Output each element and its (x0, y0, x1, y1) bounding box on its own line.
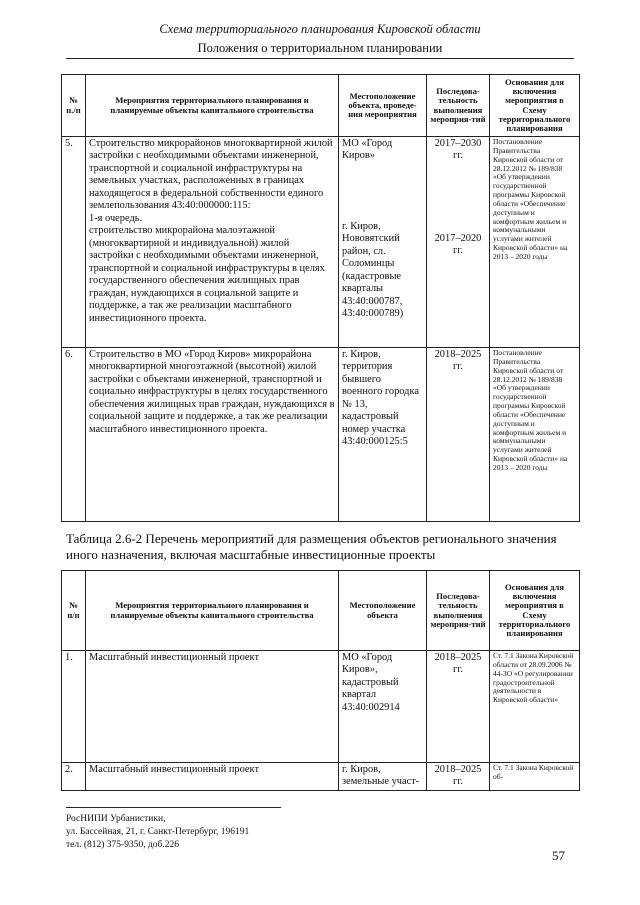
header-sequence: Последова-тельность выполнения мероприя-тий (427, 571, 490, 651)
footer-address: ул. Бассейная, 21, г. Санкт-Петербург, 196191 (66, 826, 250, 837)
row-basis: Ст. 7.1 Закона Кировской об- (490, 763, 580, 791)
document-header-subtitle: Положения о территориальном планировании (197, 41, 443, 55)
row-measure: Строительство в МО «Город Киров» микрорайона многоквартирной многоэтажной (высотной) жилой застройки с объектами инженерной, транспортной и социально инфраструктуры в целях государственного обеспечения жилищных прав граждан, нуждающихся в социальной защите и поддержке, а так же реализации масштабного инвестиционного проекта. (86, 348, 339, 522)
measure-text: строительство микрорайона малоэтажной (многоквартирной и индивидуальной) жилой застройки с необходимыми объектами инженерной, транспортной и социальной инфраструктуры в целях государственного обеспечения жилищных прав граждан, нуждающихся в социальной защите и поддержке, а так же реализации масштабного инвестиционного проекта. (89, 225, 325, 324)
row-location: МО «Город Киров», кадастровый квартал 43:40:002914 (339, 651, 427, 763)
table-header-row (62, 571, 580, 651)
page-number: 57 (552, 848, 565, 863)
table-caption: Таблица 2.6-2 Перечень мероприятий для размещения объектов регионального значения иного назначения, включая масштабные инвестиционные проекты (66, 531, 557, 563)
header-divider (66, 58, 574, 59)
footer-org: РосНИПИ Урбанистики, (66, 814, 166, 824)
header-num: № п./п (62, 75, 86, 137)
row-basis: Ст. 7.1 Закона Кировской области от 28.09.2006 № 44-ЗО «О регулировании градостроительной деятельности в Кировской области» (490, 651, 580, 763)
row-sequence: 2018–2025 гг. (427, 763, 490, 791)
table-row (62, 348, 580, 522)
table-header-row (62, 75, 580, 137)
row-num: 5. (62, 137, 86, 348)
row-location (339, 137, 427, 348)
row-measure: Масштабный инвестиционный проект (86, 651, 339, 763)
document-header-title: Схема территориального планирования Кировской области (159, 22, 481, 36)
header-num: № п/п (62, 571, 86, 651)
row-sequence (427, 137, 490, 348)
measures-table-residential (61, 74, 580, 522)
header-location: Местоположение объекта (339, 571, 427, 651)
header-basis: Основания для включения мероприятия в Схему территориального планирования (490, 571, 580, 651)
measure-text: Строительство микрорайонов многоквартирной жилой застройки с необходимыми объектами инженерной, транспортной и социальной инфраструктуры на земельных участках, расположенных в границах находящегося в федеральной собственности единого землепользования 43:40:000000:115: (89, 138, 333, 212)
row-measure: Масштабный инвестиционный проект (86, 763, 339, 791)
header-measures: Мероприятия территориального планирования и планируемые объекты капитального строительства (86, 75, 339, 137)
measure-stage: 1-я очередь. (89, 212, 143, 224)
table-row (62, 763, 580, 791)
row-location: г. Киров, земельные участ- (339, 763, 427, 791)
sequence-text: 2017–2030 гг. (434, 138, 482, 162)
sequence-text: 2017–2020 гг. (434, 232, 482, 257)
row-num: 1. (62, 651, 86, 763)
footer-divider (66, 807, 281, 808)
row-basis: Постановление Правительства Кировской области от 28.12.2012 № 189/838 «Об утверждении государственной программы Кировской области «Обеспечение доступным и комфортным жильем и коммунальными услугами жителей Кировской области» на 2013 – 2020 годы (490, 137, 580, 348)
footer-phone: тел. (812) 375-9350, доб.226 (66, 839, 180, 850)
row-num: 2. (62, 763, 86, 791)
row-sequence: 2018–2025 гг. (427, 348, 490, 522)
location-text: МО «Город Киров» (342, 138, 393, 162)
header-basis: Основания для включения мероприятия в Схему территориального планирования (490, 75, 580, 137)
row-basis: Постановление Правительства Кировской области от 28.12.2012 № 189/838 «Об утверждении государственной программы Кировской области «Обеспечение доступным и комфортным жильем и коммунальными услугами жителей Кировской области» на 2013 – 2020 годы (490, 348, 580, 522)
location-text: г. Киров, Нововятский район, сл. Соломинцы (кадастровые кварталы 43:40:000787, 43:40:000789) (342, 220, 404, 320)
header-measures: Мероприятия территориального планирования и планируемые объекты капитального строительства (86, 571, 339, 651)
row-location: г. Киров, территория бывшего военного городка № 13, кадастровый номер участка 43:40:000125:5 (339, 348, 427, 522)
header-sequence: Последова-тельность выполнения мероприя-тий (427, 75, 490, 137)
row-num: 6. (62, 348, 86, 522)
table-row (62, 137, 580, 348)
measures-table-regional (61, 570, 580, 791)
table-row (62, 651, 580, 763)
header-location: Местоположение объекта, проведе-ния мероприятия (339, 75, 427, 137)
row-sequence: 2018–2025 гг. (427, 651, 490, 763)
row-measure (86, 137, 339, 348)
footer (66, 813, 249, 851)
